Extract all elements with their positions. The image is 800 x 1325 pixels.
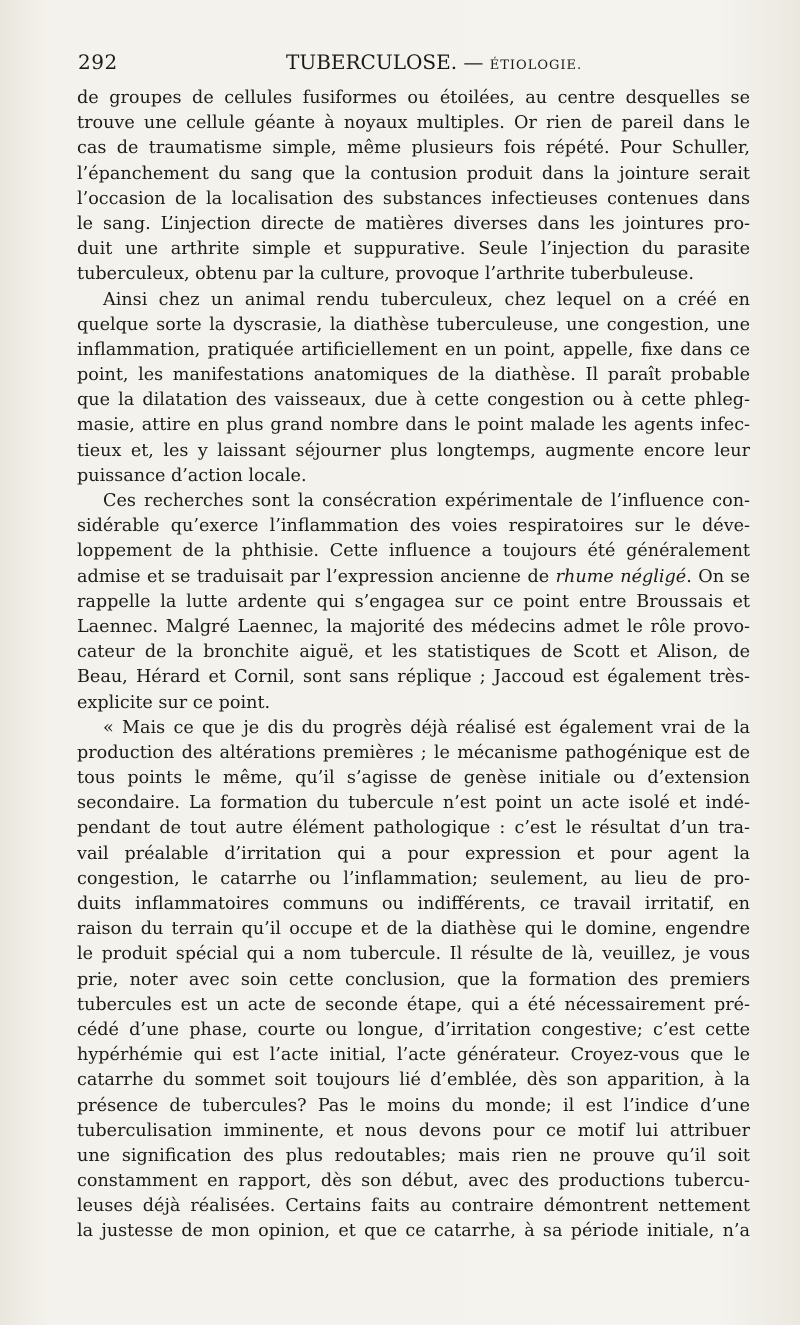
text-line: l’occasion de la localisation des substances infectieuses contenues dans [77, 188, 750, 209]
running-header [78, 46, 750, 78]
text-line-with-italic [77, 565, 750, 590]
text-line: prie, noter avec soin cette conclusion, que la formation des premiers [77, 969, 750, 990]
italic-phrase: rhume négligé [555, 566, 687, 587]
text-line: que la dilatation des vaisseaux, due à cette congestion ou à cette phleg- [77, 390, 750, 411]
text-line: inflammation, pratiquée artificiellement en un point, appelle, fixe dans ce [77, 339, 750, 360]
text-line: duit une arthrite simple et suppurative. Seule l’injection du parasite [77, 239, 750, 260]
text-line: constamment en rapport, dès son début, avec des productions tubercu- [77, 1171, 750, 1192]
text-line: tous points le même, qu’il s’agisse de genèse initiale ou d’extension [77, 768, 750, 789]
text-line: duits inflammatoires communs ou indifférents, ce travail irritatif, en [77, 894, 750, 914]
text-line: présence de tubercules? Pas le moins du monde; il est l’indice d’une [77, 1095, 750, 1116]
paragraph-first-line: « Mais ce que je dis du progrès déjà réalisé est également vrai de la [103, 717, 750, 738]
text-line: sidérable qu’exerce l’inflammation des voies respiratoires sur le déve- [77, 516, 750, 537]
text-line: rappelle la lutte ardente qui s’engagea sur ce point entre Broussais et [77, 591, 750, 612]
text-line: masie, attire en plus grand nombre dans le point malade les agents infec- [77, 415, 750, 436]
text-line: cédé d’une phase, courte ou longue, d’irritation congestive; c’est cette [77, 1019, 750, 1040]
text-line: production des altérations premières ; le mécanisme pathogénique est de [77, 742, 750, 763]
paragraph-first-line: Ainsi chez un animal rendu tuberculeux, chez lequel on a créé en [103, 289, 750, 310]
text-line: la justesse de mon opinion, et que ce catarrhe, à sa période initiale, n’a [77, 1221, 750, 1242]
text-line: vail préalable d’irritation qui a pour expression et pour agent la [77, 843, 750, 864]
text-line: l’épanchement du sang que la contusion produit dans la jointure serait [77, 163, 750, 184]
text-line: tieux et, les y laissant séjourner plus longtemps, augmente encore leur [77, 440, 750, 461]
text-line: une signification des plus redoutables; mais rien ne prouve qu’il soit [77, 1145, 750, 1166]
text-line: tuberculisation imminente, et nous devons pour ce motif lui attribuer [77, 1120, 750, 1141]
running-title-dash: — [463, 50, 484, 74]
text-line: hypérhémie qui est l’acte initial, l’acte générateur. Croyez-vous que le [77, 1045, 750, 1066]
page-number: 292 [78, 50, 118, 74]
text-line: tubercules est un acte de seconde étape, qui a été nécessairement pré- [77, 994, 750, 1015]
text-line: puissance d’action locale. [77, 465, 307, 486]
text-line: cateur de la bronchite aiguë, et les statistiques de Scott et Alison, de [77, 642, 750, 663]
text-line: raison du terrain qu’il occupe et de la diathèse qui le domine, engendre [77, 919, 750, 940]
text-line: le produit spécial qui a nom tubercule. Il résulte de là, veuillez, je vous [77, 944, 750, 965]
text-line: pendant de tout autre élément pathologique : c’est le résultat d’un tra- [77, 818, 750, 839]
text-segment: . On se [686, 566, 750, 587]
text-line: leuses déjà réalisées. Certains faits au contraire démontrent nettement [77, 1196, 750, 1217]
text-line: de groupes de cellules fusiformes ou étoilées, au centre desquelles se [77, 88, 750, 108]
text-line: point, les manifestations anatomiques de la diathèse. Il paraît probable [77, 365, 750, 386]
text-line: tuberculeux, obtenu par la culture, provoque l’arthrite tuberbuleuse. [77, 264, 694, 285]
text-line: le sang. L’injection directe de matières diverses dans les jointures pro- [77, 213, 750, 234]
text-line: Beau, Hérard et Cornil, sont sans réplique ; Jaccoud est également très- [77, 667, 750, 688]
running-title [286, 50, 582, 74]
paragraph-first-line: Ces recherches sont la consécration expérimentale de l’influence con- [103, 491, 750, 511]
running-title-main: TUBERCULOSE. [286, 50, 458, 74]
text-line: congestion, le catarrhe ou l’inflammation; seulement, au lieu de pro- [77, 868, 750, 889]
body-text [77, 86, 750, 1245]
text-segment: admise et se traduisait par l’expression ancienne de [77, 566, 550, 587]
text-line: secondaire. La formation du tubercule n’est point un acte isolé et indé- [77, 793, 750, 814]
text-line: Laennec. Malgré Laennec, la majorité des médecins admet le rôle provo- [77, 616, 750, 637]
text-line: quelque sorte la dyscrasie, la diathèse tuberculeuse, une congestion, une [77, 314, 750, 335]
text-line: trouve une cellule géante à noyaux multiples. Or rien de pareil dans le [77, 113, 750, 134]
running-title-section: ÉTIOLOGIE. [489, 58, 583, 73]
text-line: catarrhe du sommet soit toujours lié d’emblée, dès son apparition, à la [77, 1070, 750, 1091]
text-line: cas de traumatisme simple, même plusieurs fois répété. Pour Schuller, [77, 138, 750, 159]
text-line: loppement de la phthisie. Cette influence a toujours été généralement [77, 541, 750, 562]
text-line: explicite sur ce point. [77, 692, 271, 713]
